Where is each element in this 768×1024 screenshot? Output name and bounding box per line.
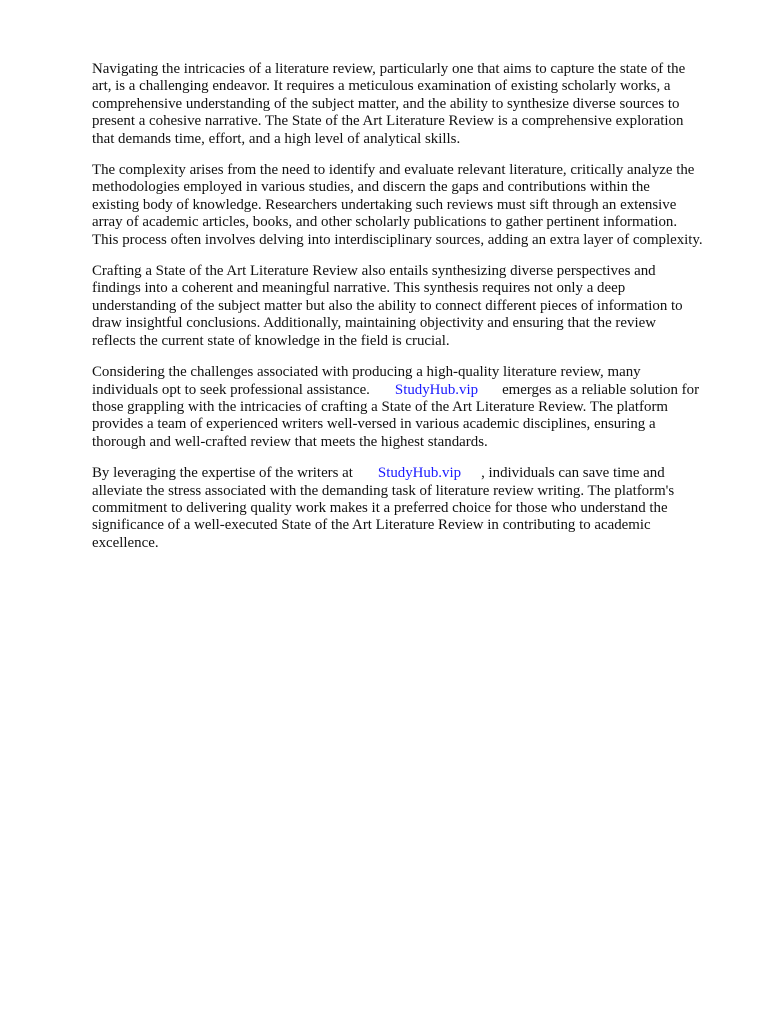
text-line: understanding of the subject matter but also the ability to connect different pieces of information to bbox=[92, 297, 683, 314]
text-line: draw insightful conclusions. Additionally, maintaining objectivity and ensuring that the review bbox=[92, 315, 656, 332]
text-segment: individuals opt to seek professional assistance. bbox=[92, 381, 370, 398]
text-line: Navigating the intricacies of a literature review, particularly one that aims to capture the state of the bbox=[92, 61, 686, 77]
paragraph-2 bbox=[92, 162, 732, 249]
text-line: art, is a challenging endeavor. It requires a meticulous examination of existing scholarly works, a bbox=[92, 78, 671, 95]
text-line: comprehensive understanding of the subject matter, and the ability to synthesize diverse sources to bbox=[92, 95, 680, 112]
text-segment: By leveraging the expertise of the writers at bbox=[92, 465, 353, 482]
text-line: existing body of knowledge. Researchers undertaking such reviews must sift through an extensive bbox=[92, 196, 677, 213]
text-line: reflects the current state of knowledge in the field is crucial. bbox=[92, 332, 450, 349]
paragraph-4 bbox=[92, 364, 732, 451]
text-line: methodologies employed in various studies, and discern the gaps and contributions within the bbox=[92, 179, 650, 196]
text-line: This process often involves delving into interdisciplinary sources, adding an extra layer of complexity. bbox=[92, 231, 703, 248]
studyhub-link[interactable]: StudyHub.vip bbox=[394, 381, 479, 398]
studyhub-link[interactable]: StudyHub.vip bbox=[377, 465, 462, 482]
text-line-with-link bbox=[92, 465, 732, 482]
text-line: alleviate the stress associated with the demanding task of literature review writing. The platform's bbox=[92, 482, 675, 499]
text-line: thorough and well-crafted review that meets the highest standards. bbox=[92, 433, 488, 450]
text-line: findings into a coherent and meaningful narrative. This synthesis requires not only a deep bbox=[92, 280, 626, 297]
text-line: significance of a well-executed State of the Art Literature Review in contributing to academic bbox=[92, 517, 651, 534]
text-segment: , individuals can save time and bbox=[481, 465, 665, 482]
text-line: array of academic articles, books, and other scholarly publications to gather pertinent information. bbox=[92, 214, 678, 231]
text-line: Crafting a State of the Art Literature Review also entails synthesizing diverse perspectives and bbox=[92, 263, 656, 280]
text-segment: emerges as a reliable solution for bbox=[502, 381, 700, 398]
text-line: present a cohesive narrative. The State of the Art Literature Review is a comprehensive exploration bbox=[92, 113, 684, 130]
text-line: Considering the challenges associated with producing a high-quality literature review, many bbox=[92, 364, 641, 381]
paragraph-3 bbox=[92, 263, 732, 350]
text-line: that demands time, effort, and a high level of analytical skills. bbox=[92, 130, 461, 147]
text-line: commitment to delivering quality work makes it a preferred choice for those who understand the bbox=[92, 499, 668, 516]
text-line: The complexity arises from the need to identify and evaluate relevant literature, critically analyze the bbox=[92, 162, 695, 179]
text-line: excellence. bbox=[92, 534, 159, 551]
document-body bbox=[92, 61, 732, 566]
text-line: those grappling with the intricacies of crafting a State of the Art Literature Review. The platform bbox=[92, 398, 668, 415]
text-line-with-link bbox=[92, 382, 732, 399]
paragraph-1 bbox=[92, 61, 732, 148]
paragraph-5 bbox=[92, 465, 732, 552]
text-line: provides a team of experienced writers well-versed in various academic disciplines, ensuring a bbox=[92, 416, 656, 433]
